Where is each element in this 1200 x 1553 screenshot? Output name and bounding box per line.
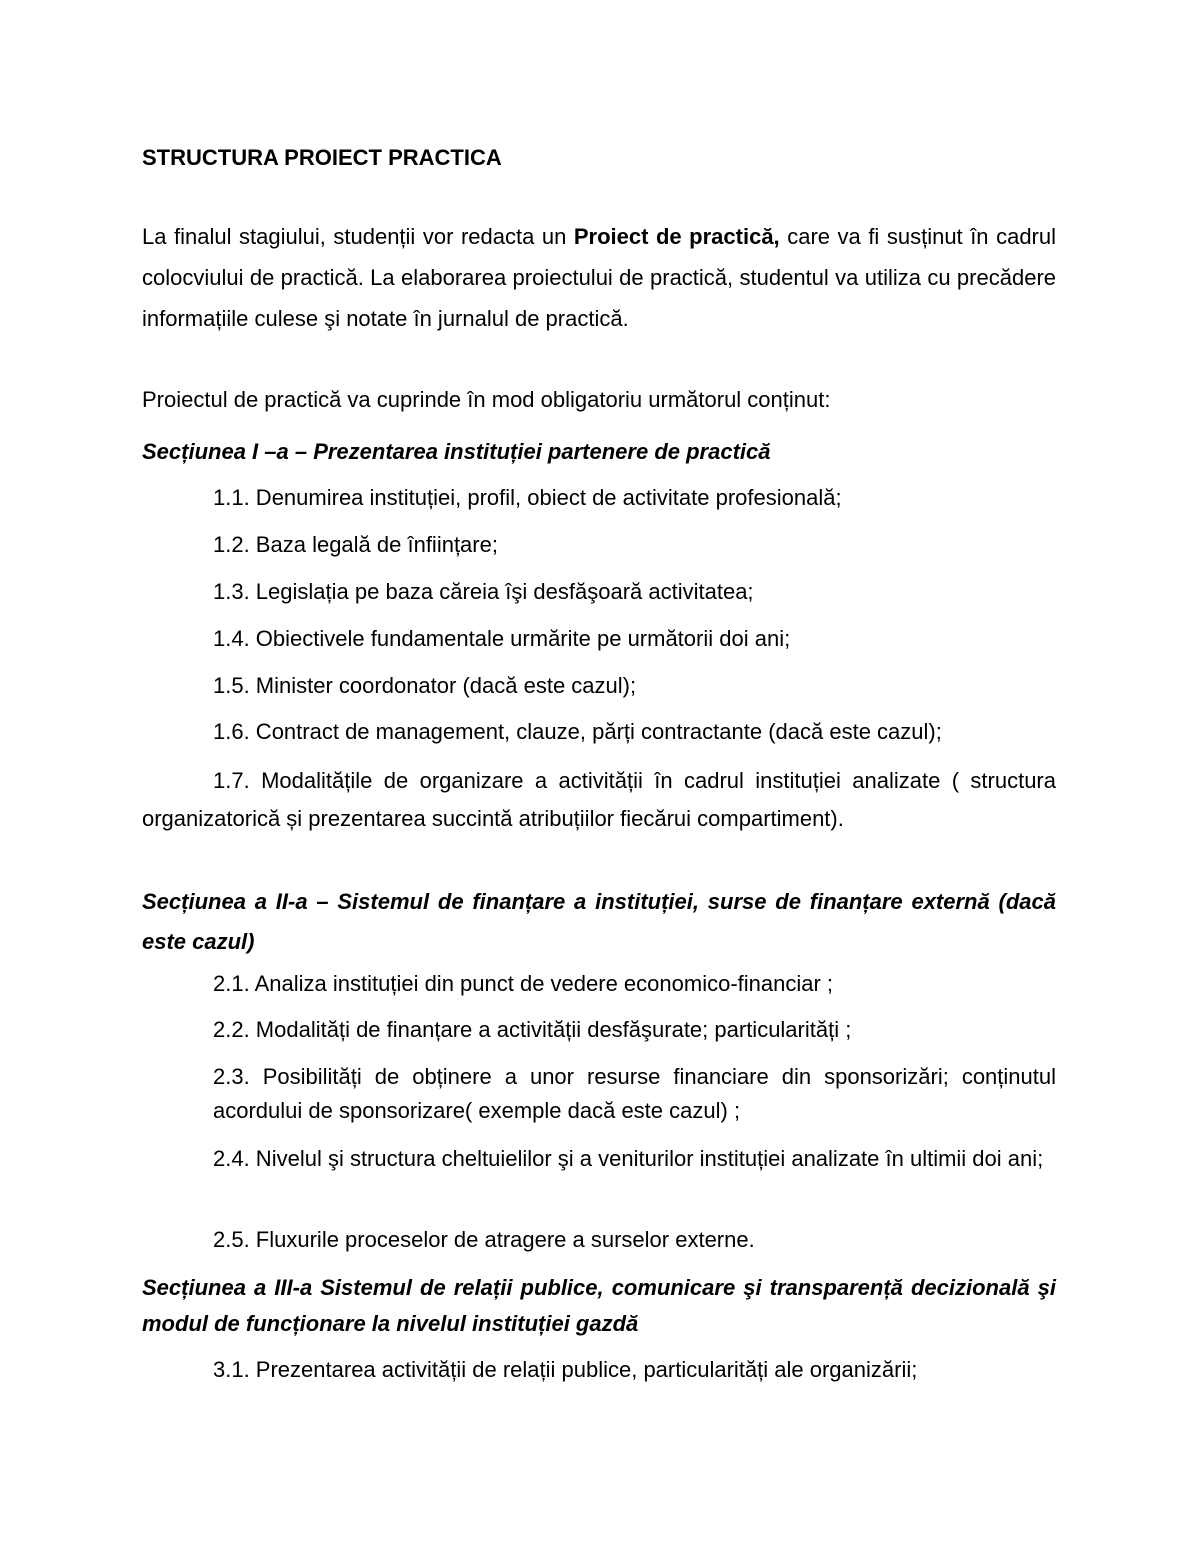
list-item-2-3: 2.3. Posibilități de obținere a unor resurse financiare din sponsorizări; conținutul acordului de sponsorizare( exemple dacă este cazul) ;	[213, 1064, 1056, 1123]
section-heading-3: Secțiunea a III-a Sistemul de relații publice, comunicare şi transparență decizională şi modul de funcționare la nivelul instituției gazdă	[142, 1275, 1056, 1336]
document-title: STRUCTURA PROIECT PRACTICA	[142, 145, 502, 170]
section-heading-2: Secțiunea a II-a – Sistemul de finanțare a instituției, surse de finanțare externă (dacă este cazul)	[142, 889, 1056, 954]
list-item-1-4: 1.4. Obiectivele fundamentale urmărite pe următorii doi ani;	[213, 626, 791, 651]
list-item-2-1: 2.1. Analiza instituției din punct de vedere economico-financiar ;	[213, 971, 834, 996]
intro-text-part1: La finalul stagiului, studenții vor redacta un	[142, 224, 574, 249]
list-item-2-4: 2.4. Nivelul şi structura cheltuielilor şi a veniturilor instituției analizate în ultimii doi ani;	[213, 1146, 1044, 1171]
list-item-1-7: 1.7. Modalitățile de organizare a activității în cadrul instituției analizate ( structura organizatorică și prezentarea succintă atribuțiilor fiecărui compartiment).	[142, 768, 1056, 831]
list-item-2-5: 2.5. Fluxurile proceselor de atragere a surselor externe.	[213, 1227, 755, 1252]
contents-lead: Proiectul de practică va cuprinde în mod obligatoriu următorul conținut:	[142, 387, 831, 412]
list-item-1-5: 1.5. Minister coordonator (dacă este cazul);	[213, 673, 637, 698]
section-heading-1: Secțiunea I –a – Prezentarea instituției partenere de practică	[142, 439, 771, 464]
list-item-3-1: 3.1. Prezentarea activității de relații publice, particularități ale organizării;	[213, 1357, 918, 1382]
list-item-1-1: 1.1. Denumirea instituției, profil, obiect de activitate profesională;	[213, 485, 842, 510]
intro-bold-term: Proiect de practică,	[573, 224, 780, 249]
list-item-1-2: 1.2. Baza legală de înființare;	[213, 532, 498, 557]
list-item-2-2: 2.2. Modalități de finanțare a activității desfăşurate; particularități ;	[213, 1017, 852, 1042]
intro-text-part2: care va fi susținut în cadrul colocviului de practică. La elaborarea proiectului de practică, studentul va utiliza cu precădere informațiile culese şi notate în jurnalul de practică.	[142, 224, 1056, 331]
list-item-1-6: 1.6. Contract de management, clauze, părți contractante (dacă este cazul);	[213, 719, 942, 744]
intro-paragraph	[142, 216, 1056, 339]
list-item-1-3: 1.3. Legislația pe baza căreia îşi desfăşoară activitatea;	[213, 579, 754, 604]
